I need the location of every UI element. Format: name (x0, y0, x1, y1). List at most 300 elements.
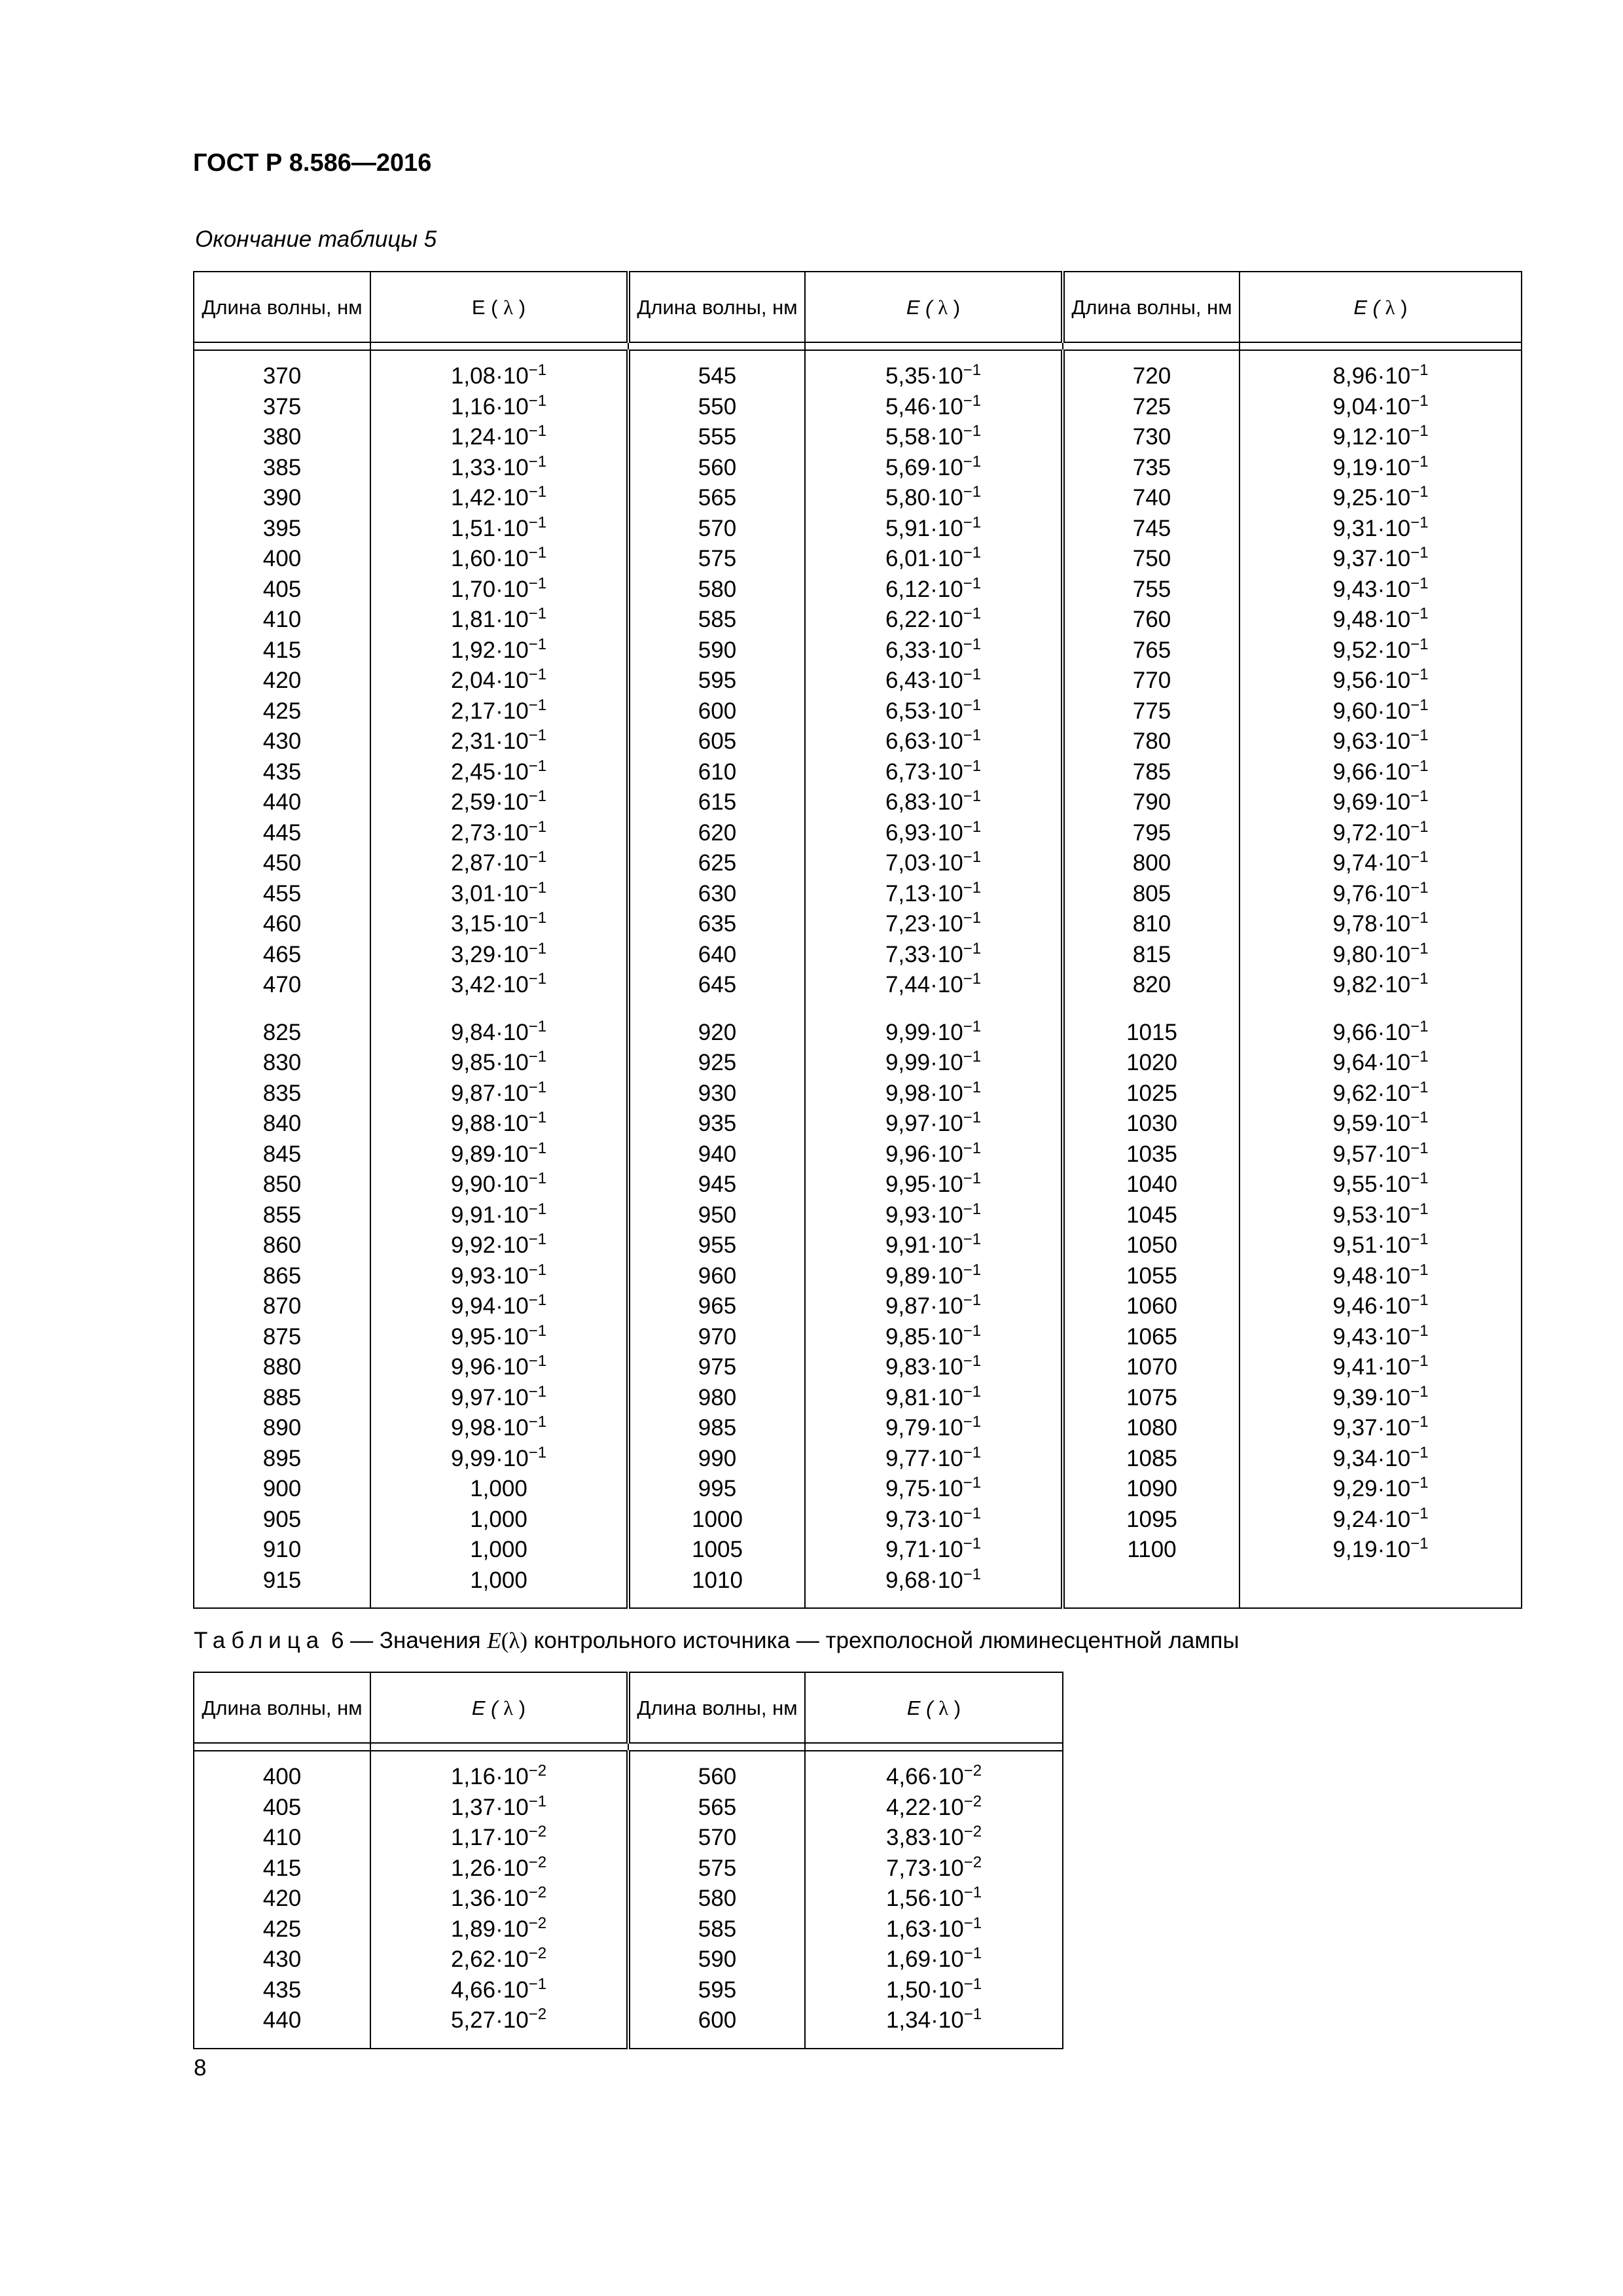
e-value-mantissa: 5,58·10 (885, 424, 963, 450)
table-row (194, 483, 1522, 514)
wavelength-cell: 970 (628, 1322, 805, 1353)
e-value-cell (370, 940, 628, 971)
e-value-exponent: −1 (963, 1443, 982, 1462)
e-value-exponent: −1 (528, 452, 547, 471)
e-value-cell (1240, 636, 1522, 666)
table-row (194, 1352, 1522, 1383)
table-row (194, 879, 1522, 910)
e-value-cell (1240, 970, 1522, 1001)
col-header-wavelength: Длина волны, нм (628, 272, 805, 342)
e-value-cell (370, 696, 628, 727)
wavelength-cell: 600 (628, 696, 805, 727)
wavelength-cell: 870 (194, 1291, 370, 1322)
e-value-mantissa: 9,24·10 (1332, 1506, 1411, 1532)
e-value-mantissa: 1,16·10 (450, 393, 529, 420)
table-row (194, 848, 1522, 879)
wavelength-cell: 770 (1063, 666, 1240, 696)
e-value-cell (805, 2005, 1063, 2036)
e-value-mantissa: 1,000 (470, 1506, 527, 1532)
e-value-mantissa: 9,59·10 (1332, 1111, 1411, 1136)
e-value-exponent: −1 (1410, 513, 1429, 531)
e-value-cell (370, 1854, 628, 1884)
e-value-mantissa: 9,68·10 (885, 1567, 963, 1593)
e-value-exponent: −1 (1410, 605, 1429, 622)
table6-body (194, 1751, 1063, 2049)
e-value-mantissa: 9,76·10 (1332, 880, 1411, 906)
e-value-exponent: −1 (1410, 1230, 1429, 1248)
wavelength-cell: 785 (1063, 757, 1240, 788)
e-value-cell (1240, 1291, 1522, 1322)
e-value-mantissa: 2,17·10 (450, 698, 529, 724)
e-value-cell (805, 361, 1063, 392)
wavelength-cell: 780 (1063, 726, 1240, 757)
e-value-cell (1240, 483, 1522, 514)
e-value-exponent: −1 (528, 1792, 547, 1810)
e-value-cell (370, 1762, 628, 1793)
wavelength-cell: 630 (628, 879, 805, 910)
wavelength-cell: 590 (628, 636, 805, 666)
e-value-cell (805, 1139, 1063, 1170)
header-separator (194, 342, 1522, 350)
e-value-mantissa: 9,77·10 (885, 1445, 963, 1471)
wavelength-cell: 555 (628, 422, 805, 453)
table-row (194, 1474, 1522, 1505)
wavelength-cell: 750 (1063, 544, 1240, 575)
wavelength-cell: 830 (194, 1048, 370, 1079)
table-row (194, 361, 1522, 392)
e-value-cell (805, 1762, 1063, 1793)
wavelength-cell: 765 (1063, 636, 1240, 666)
e-value-cell (805, 848, 1063, 879)
e-value-cell (370, 1535, 628, 1566)
e-value-mantissa: 5,69·10 (885, 454, 963, 480)
e-value-mantissa: 2,73·10 (450, 819, 529, 846)
wavelength-cell: 600 (628, 2005, 805, 2036)
wavelength-cell: 795 (1063, 818, 1240, 849)
e-value-exponent: −1 (1410, 452, 1429, 471)
e-value-mantissa: 9,41·10 (1332, 1354, 1411, 1380)
e-value-exponent: −1 (1410, 1504, 1429, 1522)
wavelength-cell: 605 (628, 726, 805, 757)
e-value-exponent: −1 (963, 1504, 982, 1522)
e-value-cell (370, 818, 628, 849)
e-value-cell (805, 696, 1063, 727)
e-value-cell (370, 1975, 628, 2006)
wavelength-cell: 1010 (628, 1566, 805, 1596)
e-value-exponent: −1 (1410, 635, 1429, 653)
wavelength-cell: 815 (1063, 940, 1240, 971)
e-value-mantissa: 3,83·10 (885, 1825, 964, 1850)
e-value-mantissa: 1,17·10 (450, 1825, 529, 1850)
e-value-cell (370, 422, 628, 453)
e-value-exponent: −1 (1410, 422, 1429, 440)
e-value-cell (370, 1079, 628, 1109)
e-value-cell (370, 1018, 628, 1049)
e-value-mantissa: 1,51·10 (450, 515, 529, 541)
e-value-exponent: −1 (1410, 1048, 1429, 1066)
e-value-cell (1240, 1444, 1522, 1475)
e-value-cell (805, 1413, 1063, 1444)
e-value-exponent: −1 (963, 483, 982, 501)
table-row (194, 1444, 1522, 1475)
e-value-cell (370, 361, 628, 392)
e-value-mantissa: 9,79·10 (885, 1415, 963, 1441)
wavelength-cell: 1045 (1063, 1200, 1240, 1231)
e-value-exponent: −2 (963, 1762, 982, 1780)
e-value-mantissa: 9,66·10 (1332, 1019, 1411, 1045)
e-value-exponent: −1 (963, 1017, 982, 1035)
e-value-exponent: −1 (528, 1170, 547, 1187)
e-value-cell (805, 1854, 1063, 1884)
e-value-exponent: −1 (963, 787, 982, 805)
e-value-mantissa: 9,75·10 (885, 1476, 963, 1501)
wavelength-cell: 980 (628, 1383, 805, 1414)
e-value-cell (805, 575, 1063, 605)
e-value-mantissa: 6,22·10 (885, 607, 963, 632)
e-value-mantissa: 1,33·10 (450, 454, 529, 480)
e-value-mantissa: 9,53·10 (1332, 1202, 1411, 1228)
e-value-exponent: −1 (963, 2005, 982, 2023)
wavelength-cell: 470 (194, 970, 370, 1001)
e-value-cell (370, 879, 628, 910)
e-value-mantissa: 9,87·10 (450, 1080, 529, 1106)
wavelength-cell: 575 (628, 1854, 805, 1884)
e-value-mantissa: 9,60·10 (1332, 698, 1411, 724)
e-value-mantissa: 9,87·10 (885, 1293, 963, 1319)
wavelength-cell: 875 (194, 1322, 370, 1353)
row-spacer (194, 1596, 1522, 1608)
e-value-exponent: −1 (1410, 1443, 1429, 1462)
e-value-mantissa: 6,01·10 (885, 546, 963, 571)
e-value-cell (805, 605, 1063, 636)
e-value-mantissa: 6,53·10 (885, 698, 963, 724)
e-value-cell (805, 636, 1063, 666)
wavelength-cell: 900 (194, 1474, 370, 1505)
e-value-cell (370, 544, 628, 575)
page-number: 8 (194, 2055, 207, 2081)
e-value-mantissa: 9,95·10 (450, 1323, 529, 1350)
e-value-exponent: −1 (963, 1535, 982, 1552)
col-header-e-lambda: E ( λ ) (370, 272, 628, 342)
table-row (194, 514, 1522, 545)
e-value-cell (370, 848, 628, 879)
wavelength-cell: 860 (194, 1230, 370, 1261)
wavelength-cell: 375 (194, 392, 370, 423)
table-row (194, 453, 1522, 484)
col-header-e-lambda: E ( λ ) (1240, 272, 1522, 342)
e-value-cell (805, 1945, 1063, 1975)
e-value-mantissa: 9,98·10 (885, 1080, 963, 1106)
e-value-cell (1240, 1566, 1522, 1596)
wavelength-cell: 625 (628, 848, 805, 879)
e-value-exponent: −1 (1410, 483, 1429, 501)
wavelength-cell: 800 (1063, 848, 1240, 879)
wavelength-cell: 615 (628, 787, 805, 818)
e-value-cell (805, 1109, 1063, 1139)
e-value-exponent: −1 (528, 1139, 547, 1157)
table-row (194, 1975, 1063, 2006)
table-row (194, 1230, 1522, 1261)
e-value-cell (370, 514, 628, 545)
e-value-cell (1240, 666, 1522, 696)
e-value-cell (370, 605, 628, 636)
wavelength-cell: 925 (628, 1048, 805, 1079)
e-value-cell (1240, 1261, 1522, 1292)
e-value-exponent: −1 (1410, 1321, 1429, 1340)
e-value-mantissa: 9,19·10 (1332, 454, 1411, 480)
table-row (194, 575, 1522, 605)
wavelength-cell: 1035 (1063, 1139, 1240, 1170)
e-value-exponent: −1 (963, 1321, 982, 1340)
wavelength-cell: 560 (628, 453, 805, 484)
e-value-exponent: −1 (528, 726, 547, 744)
e-value-exponent: −1 (963, 1413, 982, 1431)
e-value-exponent: −1 (528, 1078, 547, 1096)
wavelength-cell: 855 (194, 1200, 370, 1231)
e-value-mantissa: 9,69·10 (1332, 789, 1411, 815)
wavelength-cell: 595 (628, 666, 805, 696)
e-value-cell (1240, 1535, 1522, 1566)
wavelength-cell: 930 (628, 1079, 805, 1109)
e-value-cell (1240, 757, 1522, 788)
e-value-exponent: −1 (528, 817, 547, 836)
e-value-cell (370, 1914, 628, 1945)
e-value-mantissa: 6,73·10 (885, 759, 963, 785)
e-value-exponent: −1 (528, 1975, 547, 1993)
e-value-mantissa: 9,99·10 (885, 1019, 963, 1045)
table-row (194, 1854, 1063, 1884)
e-value-mantissa: 1,70·10 (450, 576, 529, 602)
e-value-mantissa: 5,27·10 (450, 2007, 529, 2033)
col-header-wavelength: Длина волны, нм (1063, 272, 1240, 342)
wavelength-cell: 810 (1063, 909, 1240, 940)
wavelength-cell: 950 (628, 1200, 805, 1231)
e-value-cell (370, 1170, 628, 1200)
table-row (194, 1793, 1063, 1823)
e-value-cell (805, 422, 1063, 453)
e-value-cell (1240, 940, 1522, 971)
e-value-exponent: −1 (963, 848, 982, 866)
col-header-e-lambda: E ( λ ) (805, 272, 1063, 342)
table-row (194, 636, 1522, 666)
e-value-exponent: −2 (528, 1823, 547, 1840)
e-value-exponent: −1 (1410, 696, 1429, 714)
wavelength-cell: 570 (628, 514, 805, 545)
e-value-mantissa: 9,29·10 (1332, 1476, 1411, 1501)
wavelength-cell: 1080 (1063, 1413, 1240, 1444)
wavelength-cell: 1015 (1063, 1018, 1240, 1049)
table-row (194, 1261, 1522, 1292)
wavelength-cell: 745 (1063, 514, 1240, 545)
e-value-cell (370, 1322, 628, 1353)
e-value-cell (805, 1200, 1063, 1231)
e-value-mantissa: 2,62·10 (450, 1946, 529, 1972)
e-value-cell (805, 1352, 1063, 1383)
e-value-cell (805, 1048, 1063, 1079)
table-row (194, 1291, 1522, 1322)
document-title: ГОСТ Р 8.586—2016 (193, 149, 432, 177)
e-value-exponent: −1 (528, 1352, 547, 1370)
e-value-mantissa: 2,87·10 (450, 850, 529, 876)
e-value-exponent: −1 (963, 1565, 982, 1583)
e-value-mantissa: 3,01·10 (450, 880, 529, 906)
e-value-exponent: −1 (963, 696, 982, 714)
e-value-mantissa: 9,48·10 (1332, 1263, 1411, 1289)
table-row (194, 1413, 1522, 1444)
wavelength-cell: 905 (194, 1505, 370, 1535)
wavelength-cell: 570 (628, 1823, 805, 1854)
table-row (194, 1383, 1522, 1414)
table-row (194, 1170, 1522, 1200)
e-value-cell (805, 726, 1063, 757)
e-value-exponent: −1 (963, 422, 982, 440)
e-value-mantissa: 7,44·10 (885, 972, 963, 997)
col-header-wavelength: Длина волны, нм (194, 1672, 370, 1743)
e-value-exponent: −1 (963, 1474, 982, 1492)
table-row (194, 605, 1522, 636)
e-value-exponent: −2 (963, 1823, 982, 1840)
e-value-cell (805, 818, 1063, 849)
e-value-mantissa: 1,56·10 (885, 1886, 964, 1911)
e-value-mantissa: 6,83·10 (885, 789, 963, 815)
e-value-mantissa: 5,46·10 (885, 393, 963, 420)
e-value-exponent: −1 (1410, 1291, 1429, 1309)
e-value-mantissa: 9,55·10 (1332, 1172, 1411, 1197)
e-value-cell (370, 1505, 628, 1535)
e-value-mantissa: 9,43·10 (1332, 1323, 1411, 1350)
table-row (194, 1884, 1063, 1914)
e-value-cell (370, 666, 628, 696)
e-value-exponent: −1 (1410, 1535, 1429, 1552)
wavelength-cell: 435 (194, 757, 370, 788)
wavelength-cell: 445 (194, 818, 370, 849)
e-value-cell (370, 453, 628, 484)
e-value-cell (805, 1884, 1063, 1914)
e-value-exponent: −1 (1410, 1109, 1429, 1126)
e-value-mantissa: 9,91·10 (885, 1232, 963, 1258)
table-row (194, 392, 1522, 423)
e-value-mantissa: 9,71·10 (885, 1537, 963, 1562)
wavelength-cell: 420 (194, 666, 370, 696)
wavelength-cell: 1040 (1063, 1170, 1240, 1200)
e-value-mantissa: 9,85·10 (885, 1323, 963, 1350)
e-value-mantissa: 4,66·10 (450, 1977, 529, 2003)
e-value-mantissa: 9,25·10 (1332, 485, 1411, 511)
e-value-exponent: −1 (963, 574, 982, 592)
e-value-exponent: −1 (963, 513, 982, 531)
e-value-exponent: −1 (963, 757, 982, 775)
e-value-cell (1240, 453, 1522, 484)
e-value-cell (1240, 605, 1522, 636)
e-value-exponent: −1 (1410, 666, 1429, 683)
wavelength-cell: 1025 (1063, 1079, 1240, 1109)
e-value-cell (805, 1505, 1063, 1535)
e-value-exponent: −1 (963, 1945, 982, 1962)
e-value-mantissa: 5,80·10 (885, 485, 963, 511)
wavelength-cell: 935 (628, 1109, 805, 1139)
e-value-cell (805, 453, 1063, 484)
wavelength-cell: 990 (628, 1444, 805, 1475)
e-value-mantissa: 4,66·10 (885, 1764, 964, 1789)
e-value-mantissa: 1,26·10 (450, 1855, 529, 1881)
e-value-exponent: −1 (1410, 1139, 1429, 1157)
e-value-mantissa: 1,42·10 (450, 485, 529, 511)
e-value-cell (370, 1884, 628, 1914)
wavelength-cell: 1100 (1063, 1535, 1240, 1566)
e-value-cell (1240, 1383, 1522, 1414)
e-value-cell (370, 2005, 628, 2036)
e-value-exponent: −1 (1410, 726, 1429, 744)
e-value-mantissa: 1,000 (470, 1537, 527, 1562)
e-value-mantissa: 1,50·10 (885, 1977, 964, 2003)
table-row (194, 909, 1522, 940)
e-value-exponent: −1 (963, 1200, 982, 1218)
e-value-cell (370, 1474, 628, 1505)
e-value-cell (1240, 1413, 1522, 1444)
wavelength-cell: 1090 (1063, 1474, 1240, 1505)
e-value-mantissa: 5,35·10 (885, 363, 963, 389)
e-value-exponent: −1 (1410, 1474, 1429, 1492)
e-value-exponent: −1 (528, 605, 547, 622)
e-value-exponent: −1 (528, 1413, 547, 1431)
wavelength-cell: 940 (628, 1139, 805, 1170)
e-value-mantissa: 9,52·10 (1332, 637, 1411, 663)
e-value-mantissa: 9,92·10 (450, 1232, 529, 1258)
table-row (194, 1079, 1522, 1109)
e-value-mantissa: 9,83·10 (885, 1354, 963, 1380)
e-value-cell (805, 392, 1063, 423)
e-value-cell (1240, 1018, 1522, 1049)
table-row (194, 1109, 1522, 1139)
wavelength-cell: 575 (628, 544, 805, 575)
e-value-exponent: −1 (963, 1170, 982, 1187)
wavelength-cell: 995 (628, 1474, 805, 1505)
e-value-mantissa: 6,33·10 (885, 637, 963, 663)
wavelength-cell: 790 (1063, 787, 1240, 818)
e-value-mantissa: 9,82·10 (1332, 972, 1411, 997)
wavelength-cell: 965 (628, 1291, 805, 1322)
table-row (194, 1048, 1522, 1079)
table-row (194, 1823, 1063, 1854)
table-row (194, 940, 1522, 971)
wavelength-cell: 985 (628, 1413, 805, 1444)
wavelength-cell: 835 (194, 1079, 370, 1109)
e-value-mantissa: 1,63·10 (885, 1916, 964, 1942)
e-value-exponent: −1 (528, 1230, 547, 1248)
e-value-mantissa: 3,29·10 (450, 941, 529, 967)
e-value-exponent: −1 (528, 1261, 547, 1279)
e-value-cell (1240, 1170, 1522, 1200)
wavelength-cell: 825 (194, 1018, 370, 1049)
wavelength-cell: 820 (1063, 970, 1240, 1001)
e-value-cell (805, 514, 1063, 545)
e-value-cell (1240, 1230, 1522, 1261)
e-value-mantissa: 9,12·10 (1332, 424, 1411, 450)
wavelength-cell: 455 (194, 879, 370, 910)
e-value-mantissa: 1,92·10 (450, 637, 529, 663)
e-value-exponent: −1 (528, 544, 547, 562)
wavelength-cell: 920 (628, 1018, 805, 1049)
e-value-mantissa: 9,91·10 (450, 1202, 529, 1228)
e-value-cell (805, 879, 1063, 910)
e-value-cell (370, 392, 628, 423)
e-value-exponent: −1 (528, 666, 547, 683)
e-value-cell (370, 575, 628, 605)
table5-continuation-caption: Окончание таблицы 5 (195, 226, 437, 252)
e-value-cell (370, 1230, 628, 1261)
e-value-exponent: −2 (528, 1945, 547, 1962)
e-value-mantissa: 1,34·10 (885, 2007, 964, 2033)
